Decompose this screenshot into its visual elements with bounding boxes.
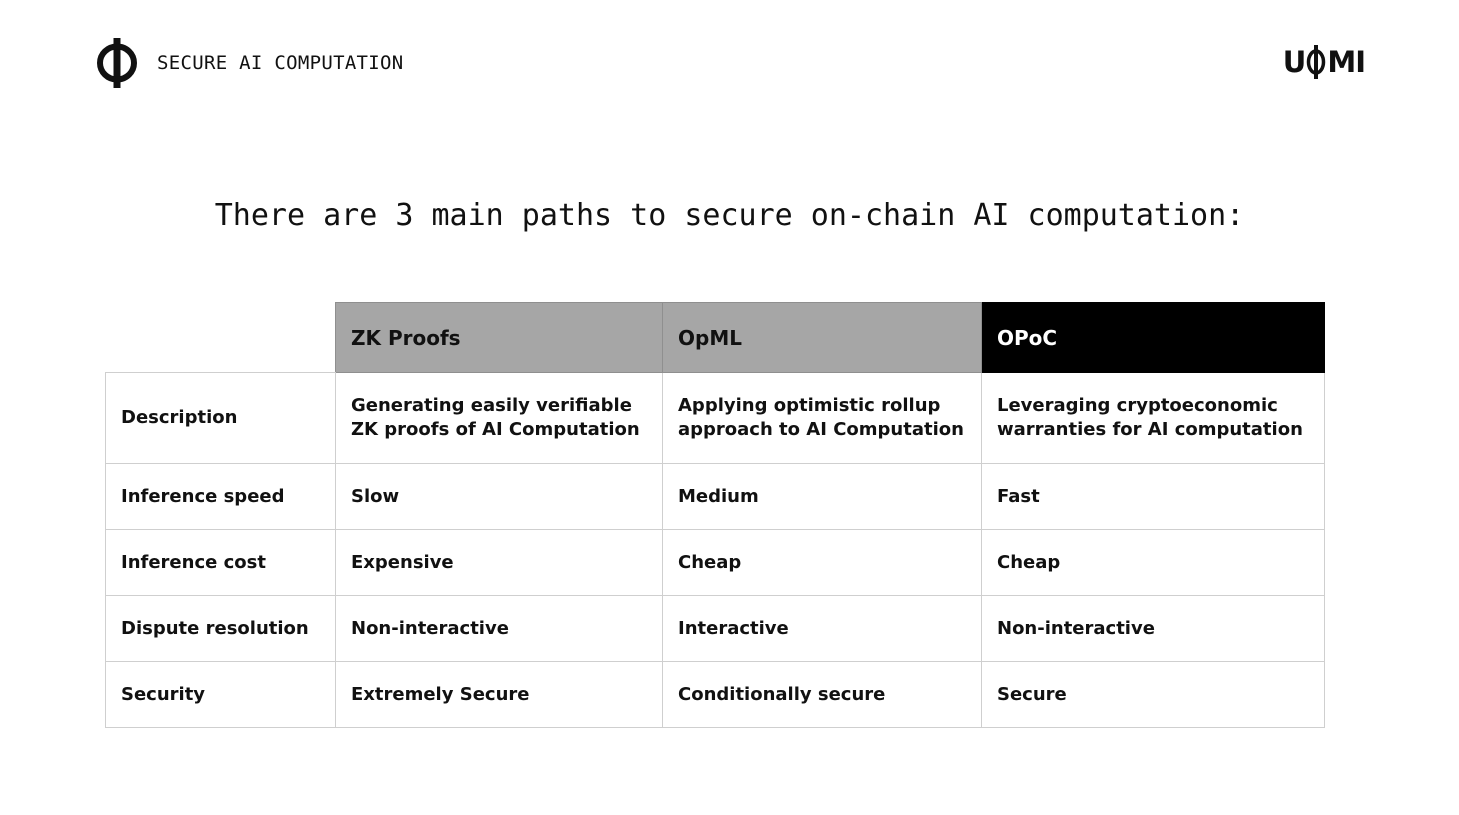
headline: There are 3 main paths to secure on-chain AI computation: — [214, 198, 1245, 233]
table-cell: Slow — [336, 464, 663, 530]
brand-text-left: U — [1282, 45, 1306, 79]
header-title: SECURE AI COMPUTATION — [157, 52, 404, 74]
table-cell: Expensive — [336, 530, 663, 596]
row-label-description: Description — [106, 373, 336, 464]
table-cell: Cheap — [663, 530, 982, 596]
row-label-inference-cost: Inference cost — [106, 530, 336, 596]
row-label-security: Security — [106, 662, 336, 728]
table-cell: Medium — [663, 464, 982, 530]
table-row — [106, 530, 1325, 596]
table-cell: Generating easily verifiable ZK proofs of AI Computation — [336, 373, 663, 464]
table-cell: Fast — [982, 464, 1325, 530]
table-row — [106, 596, 1325, 662]
table-cell: Secure — [982, 662, 1325, 728]
row-label-dispute-resolution: Dispute resolution — [106, 596, 336, 662]
table-row — [106, 662, 1325, 728]
table-row — [106, 373, 1325, 464]
table-corner-cell — [106, 303, 336, 373]
comparison-table — [105, 302, 1325, 728]
table-cell: Extremely Secure — [336, 662, 663, 728]
column-header-opoc: OPoC — [982, 303, 1325, 373]
table-cell: Cheap — [982, 530, 1325, 596]
column-header-zk-proofs: ZK Proofs — [336, 303, 663, 373]
table-header-row — [106, 303, 1325, 373]
brand-text-right: MI — [1327, 45, 1365, 79]
table-cell: Leveraging cryptoeconomic warranties for AI computation — [982, 373, 1325, 464]
table-cell: Conditionally secure — [663, 662, 982, 728]
table-cell: Non-interactive — [982, 596, 1325, 662]
table-cell: Non-interactive — [336, 596, 663, 662]
table-row — [106, 464, 1325, 530]
row-label-inference-speed: Inference speed — [106, 464, 336, 530]
brand-logo — [1283, 44, 1365, 80]
table-cell: Interactive — [663, 596, 982, 662]
phi-glyph-icon — [1306, 45, 1326, 79]
phi-logo-icon — [96, 38, 138, 88]
column-header-opml: OpML — [663, 303, 982, 373]
table-cell: Applying optimistic rollup approach to AI Computation — [663, 373, 982, 464]
